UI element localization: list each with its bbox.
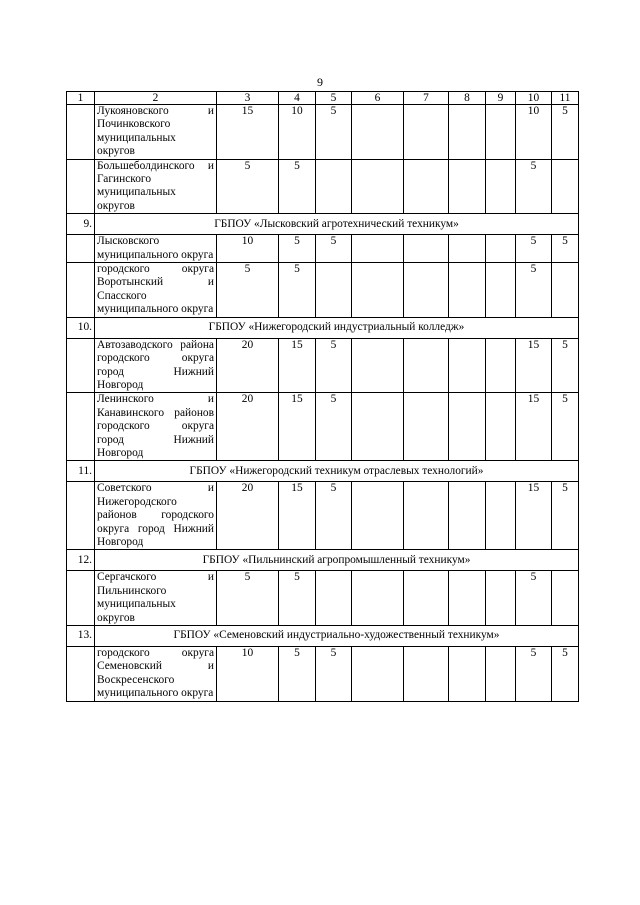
value-cell bbox=[486, 159, 516, 214]
row-index-empty bbox=[67, 482, 95, 550]
value-cell: 20 bbox=[217, 338, 279, 393]
value-cell: 15 bbox=[279, 482, 316, 550]
value-cell: 5 bbox=[316, 647, 352, 702]
value-cell bbox=[316, 263, 352, 318]
value-cell bbox=[352, 647, 404, 702]
organization-name: ГБПОУ «Семеновский индустриально-художественный техникум» bbox=[95, 626, 579, 647]
district-name: Автозаводского района городского округа город Нижний Новгород bbox=[95, 338, 217, 393]
value-cell bbox=[404, 393, 449, 461]
table-row bbox=[67, 338, 579, 393]
org-group-row bbox=[67, 214, 579, 235]
table-row bbox=[67, 235, 579, 263]
row-index-empty bbox=[67, 647, 95, 702]
value-cell: 10 bbox=[279, 105, 316, 160]
header-cell: 11 bbox=[552, 92, 579, 105]
value-cell: 15 bbox=[516, 393, 552, 461]
value-cell: 5 bbox=[552, 105, 579, 160]
row-index-empty bbox=[67, 393, 95, 461]
value-cell bbox=[352, 235, 404, 263]
value-cell bbox=[404, 159, 449, 214]
organization-name: ГБПОУ «Нижегородский индустриальный колледж» bbox=[95, 317, 579, 338]
header-cell: 3 bbox=[217, 92, 279, 105]
value-cell bbox=[352, 482, 404, 550]
value-cell bbox=[316, 571, 352, 626]
header-cell: 9 bbox=[486, 92, 516, 105]
row-index-empty bbox=[67, 571, 95, 626]
value-cell bbox=[552, 571, 579, 626]
value-cell bbox=[352, 393, 404, 461]
value-cell bbox=[449, 105, 486, 160]
value-cell bbox=[486, 338, 516, 393]
row-index: 13. bbox=[67, 626, 95, 647]
value-cell: 5 bbox=[516, 159, 552, 214]
value-cell: 5 bbox=[516, 571, 552, 626]
table-row bbox=[67, 393, 579, 461]
value-cell: 5 bbox=[279, 235, 316, 263]
value-cell bbox=[552, 263, 579, 318]
value-cell: 5 bbox=[516, 263, 552, 318]
value-cell: 5 bbox=[552, 235, 579, 263]
value-cell bbox=[352, 159, 404, 214]
value-cell: 20 bbox=[217, 393, 279, 461]
value-cell: 5 bbox=[552, 393, 579, 461]
value-cell: 20 bbox=[217, 482, 279, 550]
value-cell bbox=[486, 235, 516, 263]
value-cell bbox=[486, 263, 516, 318]
district-name: Лысковского муниципального округа bbox=[95, 235, 217, 263]
value-cell: 10 bbox=[516, 105, 552, 160]
value-cell: 5 bbox=[316, 105, 352, 160]
table-row bbox=[67, 571, 579, 626]
value-cell bbox=[316, 159, 352, 214]
org-group-row bbox=[67, 317, 579, 338]
value-cell: 5 bbox=[217, 571, 279, 626]
header-row bbox=[67, 92, 579, 105]
header-cell: 1 bbox=[67, 92, 95, 105]
value-cell: 10 bbox=[217, 647, 279, 702]
header-cell: 10 bbox=[516, 92, 552, 105]
value-cell: 15 bbox=[516, 482, 552, 550]
org-group-row bbox=[67, 550, 579, 571]
row-index: 10. bbox=[67, 317, 95, 338]
value-cell bbox=[404, 571, 449, 626]
value-cell bbox=[352, 263, 404, 318]
value-cell: 10 bbox=[217, 235, 279, 263]
district-name: Лукояновского и Починковского муниципальных округов bbox=[95, 105, 217, 160]
value-cell bbox=[449, 393, 486, 461]
value-cell: 5 bbox=[279, 571, 316, 626]
value-cell: 5 bbox=[279, 263, 316, 318]
value-cell bbox=[404, 482, 449, 550]
page-number: 9 bbox=[317, 75, 323, 89]
value-cell bbox=[449, 338, 486, 393]
value-cell bbox=[449, 482, 486, 550]
header-cell: 7 bbox=[404, 92, 449, 105]
row-index-empty bbox=[67, 105, 95, 160]
organization-name: ГБПОУ «Пильнинский агропромышленный техникум» bbox=[95, 550, 579, 571]
value-cell: 15 bbox=[279, 393, 316, 461]
value-cell bbox=[486, 393, 516, 461]
value-cell: 5 bbox=[279, 647, 316, 702]
value-cell bbox=[449, 647, 486, 702]
value-cell bbox=[486, 647, 516, 702]
row-index: 11. bbox=[67, 461, 95, 482]
value-cell: 5 bbox=[217, 263, 279, 318]
value-cell: 5 bbox=[316, 235, 352, 263]
value-cell: 5 bbox=[316, 482, 352, 550]
district-name: городского округа Семеновский и Воскресенского муниципального округа bbox=[95, 647, 217, 702]
header-cell: 5 bbox=[316, 92, 352, 105]
table-row bbox=[67, 263, 579, 318]
row-index-empty bbox=[67, 159, 95, 214]
header-cell: 4 bbox=[279, 92, 316, 105]
value-cell: 5 bbox=[316, 338, 352, 393]
value-cell: 5 bbox=[516, 647, 552, 702]
value-cell bbox=[352, 105, 404, 160]
value-cell bbox=[449, 571, 486, 626]
value-cell bbox=[449, 159, 486, 214]
value-cell: 15 bbox=[217, 105, 279, 160]
value-cell bbox=[486, 105, 516, 160]
org-group-row bbox=[67, 626, 579, 647]
row-index: 12. bbox=[67, 550, 95, 571]
value-cell bbox=[352, 338, 404, 393]
table-row bbox=[67, 159, 579, 214]
district-name: Сергачского и Пильнинского муниципальных округов bbox=[95, 571, 217, 626]
value-cell: 5 bbox=[552, 647, 579, 702]
district-name: Большеболдинского и Гагинского муниципальных округов bbox=[95, 159, 217, 214]
value-cell bbox=[552, 159, 579, 214]
row-index: 9. bbox=[67, 214, 95, 235]
value-cell bbox=[404, 105, 449, 160]
value-cell: 5 bbox=[516, 235, 552, 263]
value-cell bbox=[404, 235, 449, 263]
organization-name: ГБПОУ «Нижегородский техникум отраслевых технологий» bbox=[95, 461, 579, 482]
district-name: городского округа Воротынский и Спасского муниципального округа bbox=[95, 263, 217, 318]
allocation-table bbox=[66, 91, 579, 702]
value-cell: 15 bbox=[516, 338, 552, 393]
table-row bbox=[67, 647, 579, 702]
org-group-row bbox=[67, 461, 579, 482]
organization-name: ГБПОУ «Лысковский агротехнический техникум» bbox=[95, 214, 579, 235]
row-index-empty bbox=[67, 338, 95, 393]
header-cell: 2 bbox=[95, 92, 217, 105]
header-cell: 8 bbox=[449, 92, 486, 105]
value-cell bbox=[404, 647, 449, 702]
value-cell: 5 bbox=[217, 159, 279, 214]
value-cell: 5 bbox=[279, 159, 316, 214]
value-cell: 5 bbox=[552, 482, 579, 550]
table-row bbox=[67, 482, 579, 550]
district-name: Ленинского и Канавинского районов городского округа город Нижний Новгород bbox=[95, 393, 217, 461]
value-cell bbox=[352, 571, 404, 626]
value-cell: 5 bbox=[316, 393, 352, 461]
value-cell bbox=[449, 263, 486, 318]
value-cell bbox=[449, 235, 486, 263]
row-index-empty bbox=[67, 263, 95, 318]
row-index-empty bbox=[67, 235, 95, 263]
value-cell: 5 bbox=[552, 338, 579, 393]
table-row bbox=[67, 105, 579, 160]
value-cell bbox=[486, 482, 516, 550]
header-cell: 6 bbox=[352, 92, 404, 105]
district-name: Советского и Нижегородского районов городского округа город Нижний Новгород bbox=[95, 482, 217, 550]
value-cell bbox=[404, 263, 449, 318]
value-cell: 15 bbox=[279, 338, 316, 393]
value-cell bbox=[404, 338, 449, 393]
value-cell bbox=[486, 571, 516, 626]
